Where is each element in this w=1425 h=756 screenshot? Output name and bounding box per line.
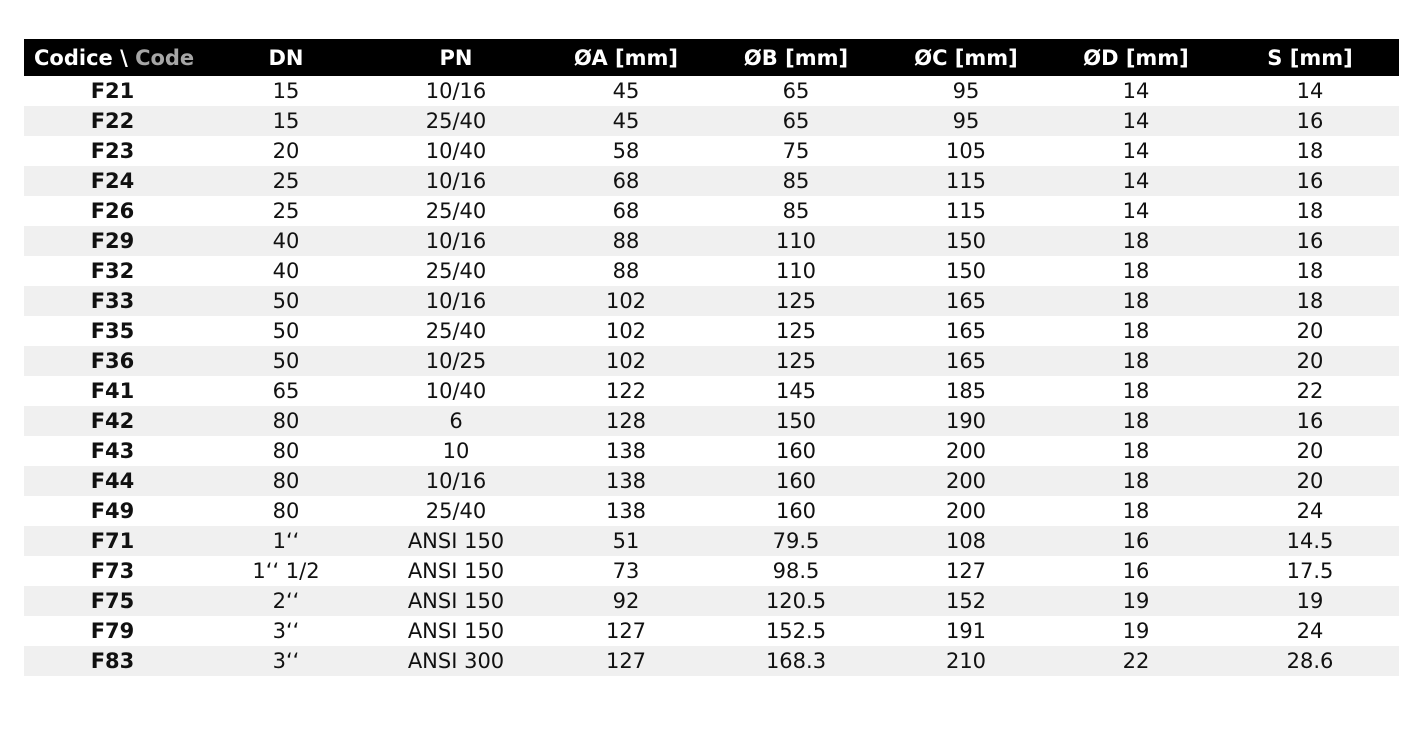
cell-diameter-c: 200 bbox=[945, 439, 987, 463]
header-diameter-a: ØA [mm] bbox=[573, 45, 678, 70]
cell-diameter-c: 115 bbox=[945, 199, 987, 223]
cell-diameter-a: 58 bbox=[612, 139, 640, 163]
cell-diameter-a: 127 bbox=[605, 649, 647, 673]
header-thickness-s: S [mm] bbox=[1267, 45, 1353, 70]
cell-diameter-d: 18 bbox=[1122, 439, 1150, 463]
cell-code: F44 bbox=[90, 469, 135, 493]
cell-code: F22 bbox=[90, 109, 135, 133]
cell-diameter-c: 191 bbox=[945, 619, 987, 643]
cell-diameter-d: 18 bbox=[1122, 349, 1150, 373]
cell-diameter-a: 88 bbox=[612, 229, 640, 253]
table-row bbox=[24, 616, 1399, 646]
cell-diameter-d: 14 bbox=[1122, 169, 1150, 193]
table-row bbox=[24, 496, 1399, 526]
cell-code: F75 bbox=[90, 589, 135, 613]
cell-diameter-a: 51 bbox=[612, 529, 640, 553]
table-row bbox=[24, 646, 1399, 676]
cell-code: F21 bbox=[90, 79, 135, 103]
cell-diameter-c: 165 bbox=[945, 319, 987, 343]
cell-diameter-d: 14 bbox=[1122, 199, 1150, 223]
cell-dn: 50 bbox=[272, 349, 300, 373]
cell-diameter-c: 152 bbox=[945, 589, 987, 613]
cell-diameter-a: 45 bbox=[612, 109, 640, 133]
cell-diameter-c: 200 bbox=[945, 469, 987, 493]
cell-diameter-b: 168.3 bbox=[765, 649, 827, 673]
cell-diameter-d: 18 bbox=[1122, 499, 1150, 523]
cell-thickness-s: 18 bbox=[1296, 139, 1324, 163]
cell-code: F24 bbox=[90, 169, 135, 193]
cell-diameter-b: 65 bbox=[782, 109, 810, 133]
cell-diameter-d: 14 bbox=[1122, 79, 1150, 103]
cell-thickness-s: 20 bbox=[1296, 349, 1324, 373]
table-row bbox=[24, 436, 1399, 466]
cell-code: F29 bbox=[90, 229, 135, 253]
cell-pn: 10/16 bbox=[425, 229, 487, 253]
cell-code: F73 bbox=[90, 559, 135, 583]
cell-code: F33 bbox=[90, 289, 135, 313]
cell-dn: 3‘‘ bbox=[272, 649, 300, 673]
cell-pn: 10 bbox=[442, 439, 470, 463]
cell-diameter-b: 85 bbox=[782, 199, 810, 223]
cell-diameter-b: 150 bbox=[775, 409, 817, 433]
cell-diameter-a: 128 bbox=[605, 409, 647, 433]
cell-diameter-d: 18 bbox=[1122, 469, 1150, 493]
flange-dimensions-table-container bbox=[24, 39, 1399, 676]
cell-diameter-b: 85 bbox=[782, 169, 810, 193]
table-row bbox=[24, 586, 1399, 616]
cell-diameter-d: 22 bbox=[1122, 649, 1150, 673]
cell-dn: 80 bbox=[272, 469, 300, 493]
cell-dn: 1‘‘ 1/2 bbox=[252, 559, 320, 583]
cell-thickness-s: 18 bbox=[1296, 259, 1324, 283]
table-row bbox=[24, 526, 1399, 556]
cell-thickness-s: 14 bbox=[1296, 79, 1324, 103]
cell-dn: 80 bbox=[272, 439, 300, 463]
table-row bbox=[24, 106, 1399, 136]
table-row bbox=[24, 136, 1399, 166]
flange-dimensions-table bbox=[24, 39, 1399, 676]
cell-pn: 10/16 bbox=[425, 469, 487, 493]
cell-thickness-s: 20 bbox=[1296, 469, 1324, 493]
cell-diameter-c: 108 bbox=[945, 529, 987, 553]
cell-diameter-b: 120.5 bbox=[765, 589, 827, 613]
cell-diameter-b: 152.5 bbox=[765, 619, 827, 643]
cell-code: F36 bbox=[90, 349, 135, 373]
cell-diameter-c: 150 bbox=[945, 229, 987, 253]
cell-code: F71 bbox=[90, 529, 135, 553]
cell-dn: 25 bbox=[272, 169, 300, 193]
cell-diameter-c: 95 bbox=[952, 109, 980, 133]
cell-diameter-b: 75 bbox=[782, 139, 810, 163]
cell-code: F43 bbox=[90, 439, 135, 463]
cell-diameter-b: 79.5 bbox=[772, 529, 820, 553]
table-row bbox=[24, 226, 1399, 256]
header-diameter-d: ØD [mm] bbox=[1083, 45, 1189, 70]
cell-diameter-d: 18 bbox=[1122, 289, 1150, 313]
table-row bbox=[24, 376, 1399, 406]
cell-diameter-c: 210 bbox=[945, 649, 987, 673]
cell-code: F79 bbox=[90, 619, 135, 643]
cell-diameter-c: 165 bbox=[945, 289, 987, 313]
table-row bbox=[24, 256, 1399, 286]
cell-diameter-d: 19 bbox=[1122, 589, 1150, 613]
cell-dn: 50 bbox=[272, 289, 300, 313]
cell-diameter-a: 122 bbox=[605, 379, 647, 403]
cell-diameter-b: 160 bbox=[775, 439, 817, 463]
cell-diameter-b: 98.5 bbox=[772, 559, 820, 583]
cell-thickness-s: 22 bbox=[1296, 379, 1324, 403]
cell-diameter-d: 18 bbox=[1122, 229, 1150, 253]
cell-code: F35 bbox=[90, 319, 135, 343]
cell-diameter-c: 165 bbox=[945, 349, 987, 373]
cell-pn: 25/40 bbox=[425, 109, 487, 133]
cell-diameter-b: 160 bbox=[775, 499, 817, 523]
cell-diameter-a: 45 bbox=[612, 79, 640, 103]
cell-thickness-s: 16 bbox=[1296, 229, 1324, 253]
cell-diameter-b: 110 bbox=[775, 259, 817, 283]
cell-diameter-d: 16 bbox=[1122, 559, 1150, 583]
cell-pn: 10/25 bbox=[425, 349, 487, 373]
cell-diameter-d: 18 bbox=[1122, 319, 1150, 343]
header-code-en: Code bbox=[135, 45, 195, 70]
cell-diameter-b: 160 bbox=[775, 469, 817, 493]
table-row bbox=[24, 166, 1399, 196]
cell-thickness-s: 24 bbox=[1296, 499, 1324, 523]
cell-dn: 80 bbox=[272, 409, 300, 433]
cell-dn: 65 bbox=[272, 379, 300, 403]
cell-thickness-s: 20 bbox=[1296, 439, 1324, 463]
cell-diameter-a: 138 bbox=[605, 439, 647, 463]
table-row bbox=[24, 286, 1399, 316]
cell-diameter-a: 102 bbox=[605, 349, 647, 373]
cell-diameter-a: 102 bbox=[605, 289, 647, 313]
cell-diameter-a: 138 bbox=[605, 499, 647, 523]
cell-dn: 20 bbox=[272, 139, 300, 163]
cell-diameter-c: 185 bbox=[945, 379, 987, 403]
cell-diameter-d: 18 bbox=[1122, 379, 1150, 403]
cell-code: F23 bbox=[90, 139, 135, 163]
cell-diameter-c: 200 bbox=[945, 499, 987, 523]
cell-dn: 40 bbox=[272, 229, 300, 253]
table-row bbox=[24, 406, 1399, 436]
table-row bbox=[24, 466, 1399, 496]
header-diameter-c: ØC [mm] bbox=[914, 45, 1018, 70]
cell-diameter-b: 110 bbox=[775, 229, 817, 253]
cell-diameter-d: 14 bbox=[1122, 109, 1150, 133]
cell-diameter-a: 73 bbox=[612, 559, 640, 583]
cell-pn: 25/40 bbox=[425, 199, 487, 223]
cell-thickness-s: 20 bbox=[1296, 319, 1324, 343]
cell-pn: ANSI 150 bbox=[407, 559, 505, 583]
cell-pn: 10/16 bbox=[425, 79, 487, 103]
cell-dn: 50 bbox=[272, 319, 300, 343]
cell-diameter-d: 19 bbox=[1122, 619, 1150, 643]
header-code bbox=[24, 39, 201, 76]
cell-thickness-s: 17.5 bbox=[1286, 559, 1334, 583]
cell-thickness-s: 18 bbox=[1296, 199, 1324, 223]
header-row bbox=[24, 39, 1399, 76]
cell-pn: 10/40 bbox=[425, 139, 487, 163]
cell-diameter-d: 18 bbox=[1122, 409, 1150, 433]
cell-diameter-a: 68 bbox=[612, 199, 640, 223]
cell-thickness-s: 16 bbox=[1296, 409, 1324, 433]
cell-code: F32 bbox=[90, 259, 135, 283]
table-row bbox=[24, 316, 1399, 346]
cell-pn: 25/40 bbox=[425, 319, 487, 343]
table-row bbox=[24, 196, 1399, 226]
cell-diameter-d: 14 bbox=[1122, 139, 1150, 163]
cell-diameter-d: 18 bbox=[1122, 259, 1150, 283]
cell-pn: ANSI 150 bbox=[407, 589, 505, 613]
cell-diameter-b: 145 bbox=[775, 379, 817, 403]
cell-diameter-a: 68 bbox=[612, 169, 640, 193]
cell-pn: 10/40 bbox=[425, 379, 487, 403]
cell-thickness-s: 14.5 bbox=[1286, 529, 1334, 553]
cell-pn: 25/40 bbox=[425, 259, 487, 283]
cell-dn: 80 bbox=[272, 499, 300, 523]
cell-dn: 25 bbox=[272, 199, 300, 223]
header-diameter-b: ØB [mm] bbox=[743, 45, 849, 70]
cell-diameter-a: 127 bbox=[605, 619, 647, 643]
cell-dn: 15 bbox=[272, 109, 300, 133]
cell-code: F49 bbox=[90, 499, 135, 523]
cell-dn: 2‘‘ bbox=[272, 589, 300, 613]
cell-diameter-b: 125 bbox=[775, 289, 817, 313]
cell-pn: ANSI 300 bbox=[407, 649, 505, 673]
cell-code: F42 bbox=[90, 409, 135, 433]
cell-diameter-b: 125 bbox=[775, 319, 817, 343]
header-dn: DN bbox=[268, 45, 304, 70]
cell-diameter-a: 88 bbox=[612, 259, 640, 283]
cell-code: F83 bbox=[90, 649, 135, 673]
cell-diameter-c: 190 bbox=[945, 409, 987, 433]
cell-dn: 1‘‘ bbox=[272, 529, 300, 553]
cell-pn: 10/16 bbox=[425, 289, 487, 313]
cell-pn: 10/16 bbox=[425, 169, 487, 193]
cell-code: F26 bbox=[90, 199, 135, 223]
table-row bbox=[24, 556, 1399, 586]
cell-pn: ANSI 150 bbox=[407, 529, 505, 553]
cell-pn: 25/40 bbox=[425, 499, 487, 523]
cell-thickness-s: 16 bbox=[1296, 169, 1324, 193]
cell-diameter-a: 92 bbox=[612, 589, 640, 613]
cell-diameter-d: 16 bbox=[1122, 529, 1150, 553]
cell-dn: 40 bbox=[272, 259, 300, 283]
cell-diameter-b: 125 bbox=[775, 349, 817, 373]
table-header bbox=[24, 39, 1399, 76]
cell-thickness-s: 24 bbox=[1296, 619, 1324, 643]
cell-diameter-b: 65 bbox=[782, 79, 810, 103]
cell-diameter-c: 105 bbox=[945, 139, 987, 163]
cell-thickness-s: 28.6 bbox=[1286, 649, 1334, 673]
cell-diameter-c: 127 bbox=[945, 559, 987, 583]
cell-code: F41 bbox=[90, 379, 135, 403]
cell-diameter-c: 95 bbox=[952, 79, 980, 103]
cell-thickness-s: 16 bbox=[1296, 109, 1324, 133]
cell-thickness-s: 18 bbox=[1296, 289, 1324, 313]
cell-dn: 3‘‘ bbox=[272, 619, 300, 643]
cell-pn: ANSI 150 bbox=[407, 619, 505, 643]
table-row bbox=[24, 76, 1399, 106]
cell-diameter-c: 150 bbox=[945, 259, 987, 283]
cell-diameter-c: 115 bbox=[945, 169, 987, 193]
cell-diameter-a: 102 bbox=[605, 319, 647, 343]
header-code-it: Codice \ bbox=[34, 45, 128, 70]
header-pn: PN bbox=[439, 45, 473, 70]
table-body bbox=[24, 76, 1399, 676]
cell-thickness-s: 19 bbox=[1296, 589, 1324, 613]
cell-pn: 6 bbox=[449, 409, 463, 433]
cell-diameter-a: 138 bbox=[605, 469, 647, 493]
table-row bbox=[24, 346, 1399, 376]
cell-dn: 15 bbox=[272, 79, 300, 103]
